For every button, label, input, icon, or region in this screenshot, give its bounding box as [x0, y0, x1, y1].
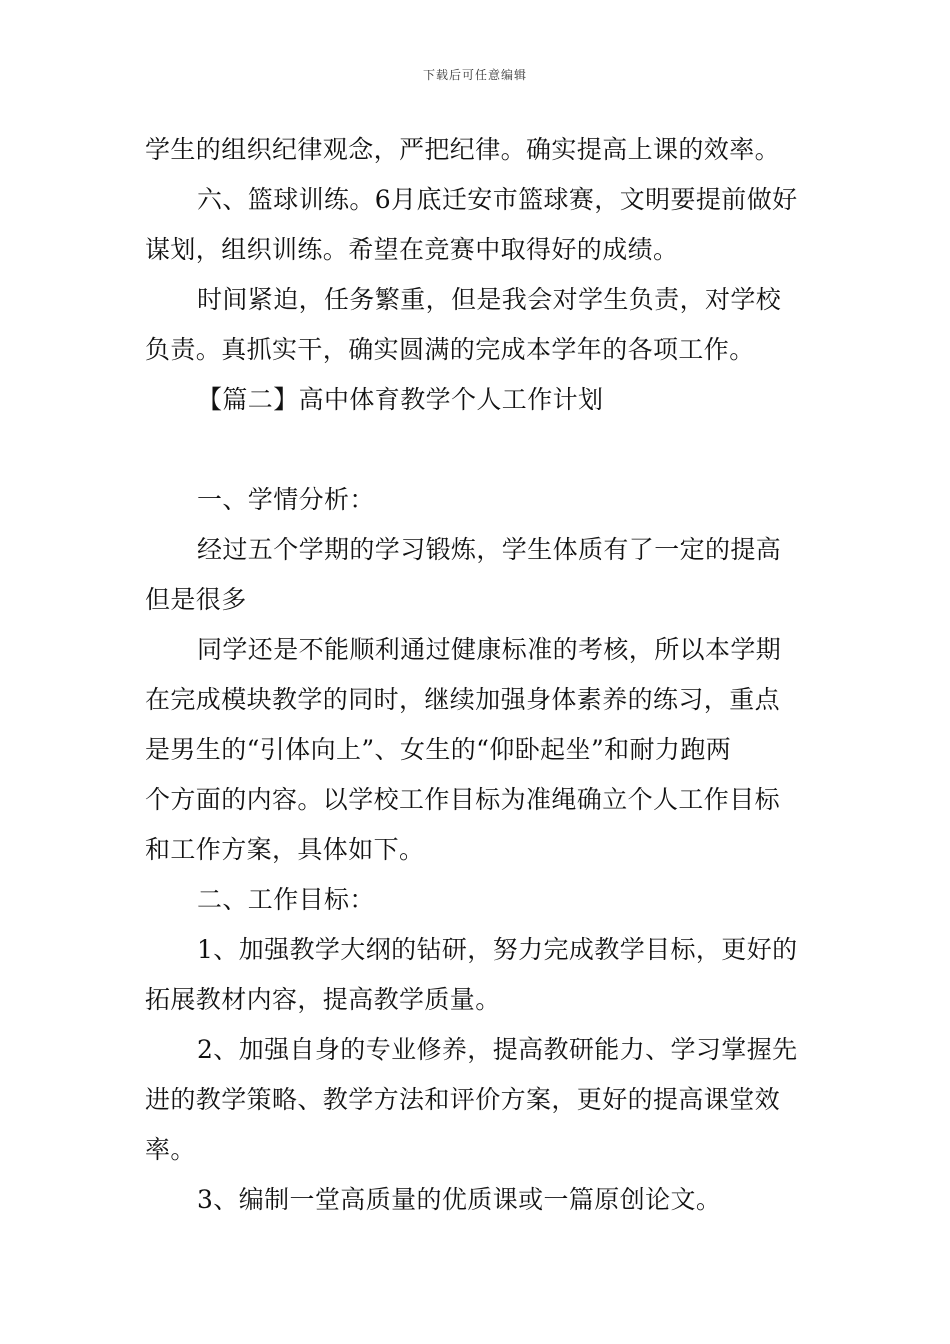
paragraph-goal-2: [145, 1025, 810, 1175]
paragraph-fitness: [145, 525, 810, 625]
heading-situation-analysis: [145, 475, 810, 525]
paragraph-discipline: [145, 125, 810, 175]
heading-work-goals: [145, 875, 810, 925]
paragraph-line: 经过五个学期的学习锻炼，学生体质有了一定的提高: [197, 535, 782, 564]
paragraph-line: 3、编制一堂高质量的优质课或一篇原创论文。: [197, 1185, 722, 1214]
paragraph-line: 和工作方案，具体如下。: [145, 835, 425, 864]
paragraph-line: 1、加强教学大纲的钻研，努力完成教学目标，更好的: [197, 935, 798, 964]
section-heading: 二、工作目标：: [197, 885, 375, 914]
paragraph-students: [145, 625, 810, 875]
paragraph-line: 个方面的内容。以学校工作目标为准绳确立个人工作目标: [145, 785, 781, 814]
paragraph-line: 率。: [145, 1135, 196, 1164]
paragraph-line: 学生的组织纪律观念，严把纪律。确实提高上课的效率。: [145, 135, 781, 164]
paragraph-line: 在完成模块教学的同时，继续加强身体素养的练习，重点: [145, 685, 781, 714]
paragraph-line: 六、篮球训练。6月底迁安市篮球赛，文明要提前做好: [197, 185, 798, 214]
section-title: 【篇二】高中体育教学个人工作计划: [197, 385, 604, 414]
paragraph-line: 进的教学策略、教学方法和评价方案，更好的提高课堂效: [145, 1085, 781, 1114]
paragraph-goal-1: [145, 925, 810, 1025]
page-header: 下载后可任意编辑: [422, 68, 527, 82]
section-title-part-two: [145, 375, 810, 425]
paragraph-line: 拓展教材内容，提高教学质量。: [145, 985, 501, 1014]
paragraph-line: 但是很多: [145, 585, 247, 614]
paragraph-closing: [145, 275, 810, 375]
paragraph-line: 负责。真抓实干，确实圆满的完成本学年的各项工作。: [145, 335, 755, 364]
paragraph-line: 谋划，组织训练。希望在竞赛中取得好的成绩。: [145, 235, 679, 264]
section-heading: 一、学情分析：: [197, 485, 375, 514]
paragraph-goal-3: [145, 1175, 810, 1225]
paragraph-line: 时间紧迫，任务繁重，但是我会对学生负责，对学校: [197, 285, 782, 314]
paragraph-basketball: [145, 175, 810, 275]
paragraph-line: 同学还是不能顺利通过健康标准的考核，所以本学期: [197, 635, 782, 664]
paragraph-line: 是男生的“引体向上”、女生的“仰卧起坐”和耐力跑两: [145, 735, 732, 764]
paragraph-line: 2、加强自身的专业修养，提高教研能力、学习掌握先: [197, 1035, 798, 1064]
